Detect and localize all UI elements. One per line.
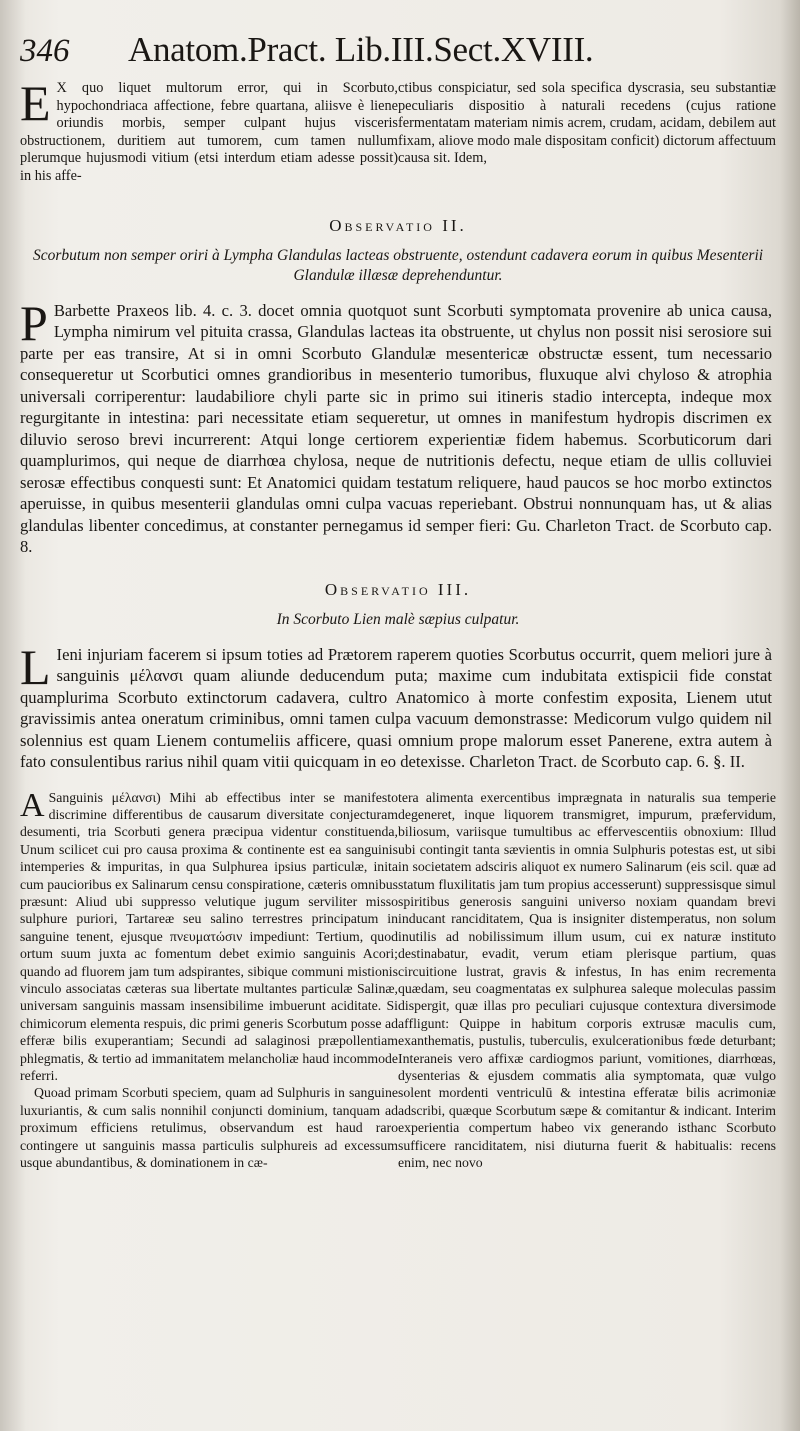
top-right-column [398, 80, 776, 186]
bottom-right-column [398, 789, 776, 1172]
page-header [20, 30, 776, 80]
observation-paragraph [20, 294, 776, 558]
top-left-column [20, 75, 398, 186]
commentary-paragraph: tera alimenta exercentibus imprægnata in naturalis sua temperie degeneret, inque liquorem transmigret, impurum, præfervidum, biliosum, variisque tumultibus ac effervescentiis obnoxium: Illud ubi contingit tanta sævientis in omnia Sulphuris potestas est, ut sibi in societatem adsciris aliquot ex numero Salinarum (eis scil. quæ ad statum fluxilitatis jam tum propius accesserunt) suppressisque simul spiritibus generosis sanguini universo noxiam quandam brevi inducant ranciditatem, Qua is insigniter distemperatus, non solum inutilis ad nobilissimum illum usum, cui ex naturæ instituto destinabatur, evadit, verum etiam plerisque partium, quas circuitione lustrat, gravis & infestus, In has enim recrementa quædam, seu coagmentatas ex sulphurea saleque moleculas passim dispergit, quæ illas pro peculiari cujusque contextura diversimode affligunt: Quippe in habitum corporis extrusæ maculis cum, exanthematis, pustulis, tuberculis, exulcerationibus fœde deturbant; Interaneis vero affixæ cardiogmos pariunt, vomitiones, diarrhœas, dysenterias & ejusdem commatis alia symptomata, quæ vulgo solent mordenti ventriculū & intestina efferatæ bilis acrimoniæ adscribi, quæque Scorbutum sæpe & comitantur & indicant. Interim experientia compertum habeo vix generando isthanc Scorbuto sufficere ranciditatem, nisi diuturna fuerit & habitualis: recens enim, nec novo [398, 789, 776, 1171]
section-spacer [20, 773, 776, 789]
observation-summary: Scorbutum non semper oriri à Lympha Glandulas lacteas obstruente, ostendunt cadavera eorum in quibus Mesenterii Glandulæ illæsæ deprehenduntur. [32, 246, 764, 284]
paragraph-text: Sanguinis μέλανσι) Mihi ab effectibus inter se manifesto discrimine differentibus de causarum diversitate conjecturam desumenti, tria Scorbuti genera præcipua videntur constituenda, Unum scilicet cui pro causa proxima & continente est ea sanguinis intemperies & impuritas, in qua Sulphurea ipsius particulæ, inita cum paucioribus ex Salinarum censu conspiratione, cæteris omnibus præsunt: Aliud ubi suppresso velutique jugum serviliter misso sulphure puriori, Tartareæ seu salino terrestres principatum in sanguine tenent, ejusque πνευματώσιν impediunt: Tertium, quod ortum suum juxta ac fomentum debet eximio sanguinis Acori; quando ad fluorem jam tum adspirantes, sibique communi mistionis vinculo associatas cæteras sua libertate multantes particulæ Salinæ, universam sanguinis massam insensibilime imbuerunt aciditate. Si chimicorum elementa respuis, dic primi generis Scorbutum posse ad efferæ bilis exuperantiam; Secundi ad salaginosi præpollentiam phlegmatis, & tertio ad immanitatem melancholiæ haud incommode referri. [20, 789, 398, 1084]
commentary-paragraph [20, 786, 398, 1085]
observatio-3-section [20, 580, 776, 773]
paragraph-text: X quo liquet multorum error, qui in Scorbuto, hypochondriaca affectione, febre quartana, aliisve è liene oriundis morbis, semper culpant hujus visceris obstructionem, duritiem aut tumorem, cum tamen nullum plerumque hujusmodi vitium (etsi interdum etiam adesse possit) in his affe- [20, 80, 398, 184]
drop-cap: E [20, 75, 51, 131]
observation-summary: In Scorbuto Lien malè sæpius culpatur. [276, 610, 520, 628]
paragraph-text: Ieni injuriam facerem si ipsum toties ad Prætorem raperem quoties Scorbutus occurrit, quem meliori jure à sanguinis μέλανσι quam aliunde deducendum puta; maxime cum indubitata extispicii fide constat quamplurima Scorbuto extinctorum cadavera, cultro Anatomico à morte confestim exposita, Lienem utut gravissimis antea oneratum criminibus, omni tamen culpa vacuum demonstrasse: Medicorum vulgo quidem nil solennius est quam Lienem contumeliis afficere, quasi omnium prope malorum esset Panerene, extra autem à fato consulentibus rarius nihil quam vitii quicquam in eo detexisse. Charleton Tract. de Scorbuto cap. 6. §. II. [20, 644, 772, 772]
drop-cap: A [20, 786, 45, 824]
section-spacer [20, 186, 776, 202]
bottom-left-column [20, 786, 398, 1172]
page-number: 346 [20, 33, 70, 69]
paragraph-text: Barbette Praxeos lib. 4. c. 3. docet omnia quotquot sunt Scorbuti symptomata provenire ab unica causa, Lympha nimirum vel pituita crassa, Glandulas lacteas ita obstruente, ut chylus non possit nisi serosiore sui parte per eas transire, At si in omni Scorbuto Glandulæ mesentericæ obstructæ essent, tum necessario consequeretur ut Scorbutici omnes grandioribus in mesenterio tumoribus, fluxuque alvi chyloso & atrophia universali corriperentur: laudabiliore chyli parte sic in primo sui itineris stadio intercepta, indeque mox regurgitante in intestina: pari necessitate etiam sequeretur, ut omnes in manifestum hydropis discrimen ex diluvio seroso brevi incurrerent: Atqui longe certiorem experientiæ fidem habemus. Scorbuticorum dari quamplurimos, qui neque de diarrhœa chylosa, neque de nutritionis defectu, neque etiam de ullis colluviei serosæ effectibus conquesti sunt: Et Anatomici quidam testatum reliquere, haud paucos se hoc morbo extinctos aperuisse, in quibus mesenterii glandulas omni culpa vacuas reperiebant. Obstrui nonnunquam has, ut & alias glandulas libenter concedimus, at constanter pernegamus id semper fieri: Gu. Charleton Tract. de Scorbuto cap. 8. [20, 300, 772, 557]
bottom-two-column-section [20, 786, 776, 1172]
top-two-column-section [20, 75, 776, 186]
drop-cap: L [20, 638, 51, 695]
paragraph-text: ctibus conspiciatur, sed sola specifica dyscrasia, seu substantiæ peculiaris dispositio à naturali recedens (cujus ratione fermentatam materiam nimis acrem, crudam, acidam, debilem aut fixam, aliove modo male dispositam conficit) dictorum affectuum causa sit. Idem, [398, 80, 776, 167]
commentary-paragraph: Quoad primam Scorbuti speciem, quam ad Sulphuris in sanguine luxuriantis, & cum salis nonnihil conjuncti dominium, tanquam ad proximum efficiens retulimus, observandum est haud raro contingere ut sanguinis massa particulis sulphureis ad excessum usque abundantibus, & dominationem in cæ- [20, 1085, 398, 1171]
section-spacer [20, 558, 776, 566]
observation-title: Observatio II. [329, 215, 467, 235]
observation-title: Observatio III. [324, 579, 472, 599]
drop-cap: P [20, 294, 48, 351]
running-head: Anatom.Pract. Lib.III.Sect.XVIII. [128, 30, 594, 69]
observatio-2-section [20, 216, 776, 558]
observation-paragraph [20, 638, 776, 773]
